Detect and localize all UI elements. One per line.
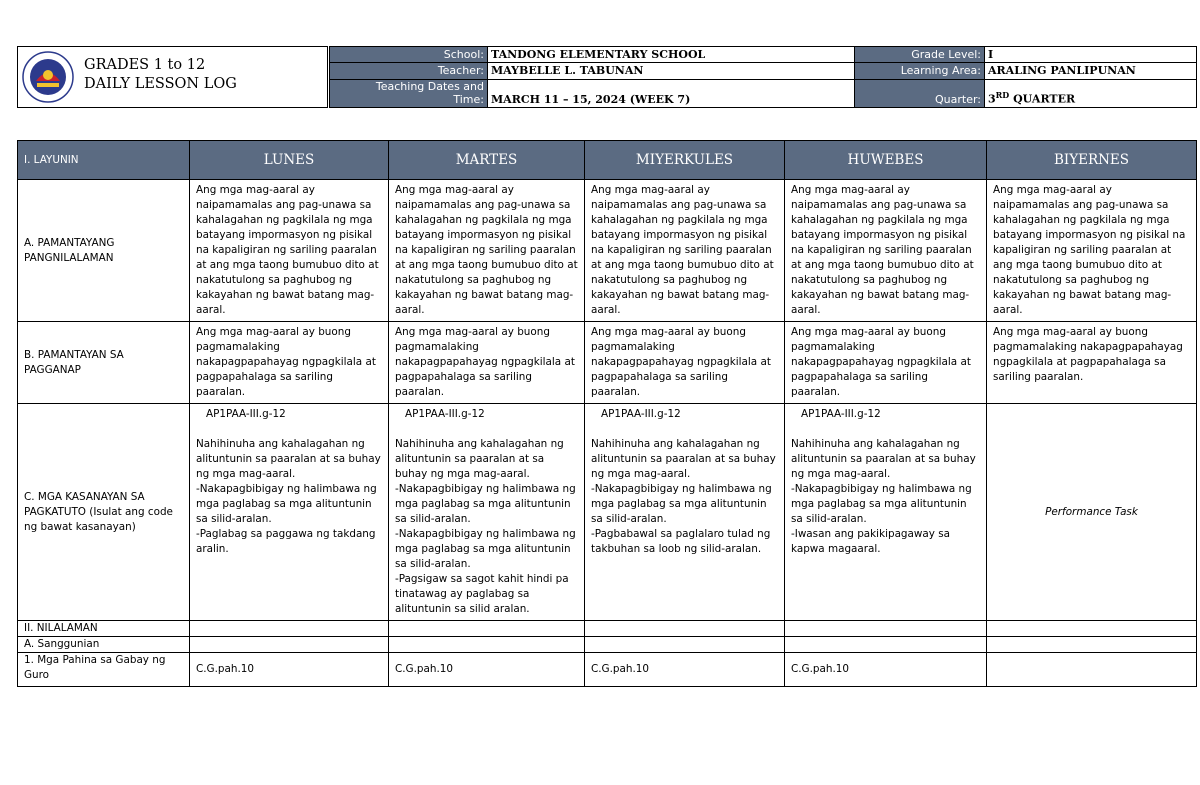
competency-text: Nahihinuha ang kahalagahan ng alituntunin sa paaralan at sa buhay ng mga mag-aaral. -Nakapagbibigay ng halimbawa ng mga paglabag sa mga alituntunin sa silid-aralan. -Nakapagbibigay ng halimbawa ng mga paglabag sa mga alituntunin sa silid-aralan. -Pagsigaw sa sagot kahit hindi pa tinatawag ay paglabag sa alituntunin sa silid aralan. [395, 438, 576, 615]
cell-c-huwebes [785, 404, 987, 621]
cell-empty [190, 637, 389, 653]
lesson-log-table [17, 140, 1197, 687]
cell-pahina-miyerkules: C.G.pah.10 [585, 653, 785, 687]
cell-empty [585, 621, 785, 637]
cell-b-miyerkules: Ang mga mag-aaral ay buong pagmamalaking nakapagpapahayag ngpagkilala at pagpapahalaga sa sariling paaralan. [585, 322, 785, 404]
deped-seal-icon [22, 51, 74, 103]
row-label-pamantayan-sa-pagganap: B. PAMANTAYAN SA PAGGANAP [18, 322, 190, 404]
cell-empty [190, 621, 389, 637]
cell-b-huwebes: Ang mga mag-aaral ay buong pagmamalaking nakapagpapahayag ngpagkilala at pagpapahalaga sa sariling paaralan. [785, 322, 987, 404]
row-label-nilalaman: II. NILALAMAN [18, 621, 190, 637]
cell-empty [389, 621, 585, 637]
cell-c-biyernes-performance-task: Performance Task [987, 404, 1197, 621]
cell-empty [987, 637, 1197, 653]
quarter-number: 3 [988, 93, 996, 106]
dates-label-line2: Time: [453, 93, 484, 107]
cell-c-martes [389, 404, 585, 621]
school-value: TANDONG ELEMENTARY SCHOOL [488, 47, 855, 63]
cell-pahina-lunes: C.G.pah.10 [190, 653, 389, 687]
cell-c-miyerkules [585, 404, 785, 621]
cell-b-lunes: Ang mga mag-aaral ay buong pagmamalaking nakapagpapahayag ngpagkilala at pagpapahalaga sa sariling paaralan. [190, 322, 389, 404]
cell-a-miyerkules: Ang mga mag-aaral ay naipamamalas ang pag-unawa sa kahalagahan ng pagkilala ng mga batayang impormasyon ng pisikal na kapaligiran ng sariling paaralan at ang mga taong bumubuo dito at nakatutulong sa paghubog ng kakayahan ng bawat batang mag-aaral. [585, 180, 785, 322]
header-title-box [17, 46, 328, 108]
teacher-value: MAYBELLE L. TABUNAN [488, 63, 855, 79]
nilalaman-row [18, 621, 1197, 637]
teacher-label: Teacher: [330, 63, 488, 79]
competency-text: Nahihinuha ang kahalagahan ng alituntunin sa paaralan at sa buhay ng mga mag-aaral. -Nakapagbibigay ng halimbawa ng mga paglabag sa mga alituntunin sa silid-aralan. -Iwasan ang pakikipagaway sa kapwa magaaral. [791, 438, 976, 555]
cell-b-biyernes: Ang mga mag-aaral ay buong pagmamalaking nakapagpapahayag ngpagkilala at pagpapahalaga sa sariling paaralan. [987, 322, 1197, 404]
cell-empty [585, 637, 785, 653]
area-value: ARALING PANLIPUNAN [985, 63, 1197, 79]
competency-code: AP1PAA-III.g-12 [801, 408, 881, 420]
row-label-mga-kasanayan: C. MGA KASANAYAN SA PAGKATUTO (Isulat ang code ng bawat kasanayan) [18, 404, 190, 621]
cell-empty [987, 621, 1197, 637]
cell-empty [389, 637, 585, 653]
form-title-line1: GRADES 1 to 12 [84, 57, 206, 73]
form-title [84, 56, 237, 94]
competency-code: AP1PAA-III.g-12 [405, 408, 485, 420]
day-header-lunes: LUNES [190, 141, 389, 180]
pamantayang-pangnilalaman-row [18, 180, 1197, 322]
dates-label [330, 79, 488, 107]
layunin-header: I. LAYUNIN [18, 141, 190, 180]
day-header-huwebes: HUWEBES [785, 141, 987, 180]
area-label: Learning Area: [855, 63, 985, 79]
cell-pahina-martes: C.G.pah.10 [389, 653, 585, 687]
cell-pahina-biyernes [987, 653, 1197, 687]
grade-label: Grade Level: [855, 47, 985, 63]
cell-empty [785, 621, 987, 637]
grade-value: I [985, 47, 1197, 63]
cell-b-martes: Ang mga mag-aaral ay buong pagmamalaking nakapagpapahayag ngpagkilala at pagpapahalaga sa sariling paaralan. [389, 322, 585, 404]
mga-pahina-row [18, 653, 1197, 687]
mga-kasanayan-row [18, 404, 1197, 621]
school-label: School: [330, 47, 488, 63]
cell-a-lunes: Ang mga mag-aaral ay naipamamalas ang pag-unawa sa kahalagahan ng pagkilala ng mga batayang impormasyon ng pisikal na kapaligiran ng sariling paaralan at ang mga taong bumubuo dito at nakatutulong sa paghubog ng kakayahan ng bawat batang mag-aaral. [190, 180, 389, 322]
day-header-martes: MARTES [389, 141, 585, 180]
row-label-mga-pahina: 1. Mga Pahina sa Gabay ng Guro [18, 653, 190, 687]
pamantayan-sa-pagganap-row [18, 322, 1197, 404]
competency-code: AP1PAA-III.g-12 [206, 408, 286, 420]
row-label-sanggunian: A. Sanggunian [18, 637, 190, 653]
sanggunian-row [18, 637, 1197, 653]
row-label-pamantayang-pangnilalaman: A. PAMANTAYANG PANGNILALAMAN [18, 180, 190, 322]
quarter-value [985, 79, 1197, 107]
cell-a-martes: Ang mga mag-aaral ay naipamamalas ang pag-unawa sa kahalagahan ng pagkilala ng mga batayang impormasyon ng pisikal na kapaligiran ng sariling paaralan at ang mga taong bumubuo dito at nakatutulong sa paghubog ng kakayahan ng bawat batang mag-aaral. [389, 180, 585, 322]
quarter-suffix: RD [995, 90, 1010, 101]
dates-value: MARCH 11 – 15, 2024 (WEEK 7) [488, 79, 855, 107]
competency-code: AP1PAA-III.g-12 [601, 408, 681, 420]
day-header-row [18, 141, 1197, 180]
cell-empty [785, 637, 987, 653]
day-header-miyerkules: MIYERKULES [585, 141, 785, 180]
form-title-line2: DAILY LESSON LOG [84, 76, 237, 92]
cell-c-lunes [190, 404, 389, 621]
dates-label-line1: Teaching Dates and [375, 80, 484, 94]
header-info-table [329, 46, 1197, 108]
quarter-label: Quarter: [855, 79, 985, 107]
competency-text: Nahihinuha ang kahalagahan ng alituntunin sa paaralan at sa buhay ng mga mag-aaral. -Nakapagbibigay ng halimbawa ng mga paglabag sa mga alituntunin sa silid-aralan. -Paglabag sa paggawa ng takdang aralin. [196, 438, 381, 555]
quarter-word: QUARTER [1009, 93, 1076, 106]
cell-a-biyernes: Ang mga mag-aaral ay naipamamalas ang pag-unawa sa kahalagahan ng pagkilala ng mga batayang impormasyon ng pisikal na kapaligiran ng sariling paaralan at ang mga taong bumubuo dito at nakatutulong sa paghubog ng kakayahan ng bawat batang mag-aaral. [987, 180, 1197, 322]
cell-pahina-huwebes: C.G.pah.10 [785, 653, 987, 687]
cell-a-huwebes: Ang mga mag-aaral ay naipamamalas ang pag-unawa sa kahalagahan ng pagkilala ng mga batayang impormasyon ng pisikal na kapaligiran ng sariling paaralan at ang mga taong bumubuo dito at nakatutulong sa paghubog ng kakayahan ng bawat batang mag-aaral. [785, 180, 987, 322]
competency-text: Nahihinuha ang kahalagahan ng alituntunin sa paaralan at sa buhay ng mga mag-aaral. -Nakapagbibigay ng halimbawa ng mga paglabag sa mga alituntunin sa silid-aralan. -Pagbabawal sa paglalaro tulad ng takbuhan sa loob ng silid-aralan. [591, 438, 776, 555]
day-header-biyernes: BIYERNES [987, 141, 1197, 180]
